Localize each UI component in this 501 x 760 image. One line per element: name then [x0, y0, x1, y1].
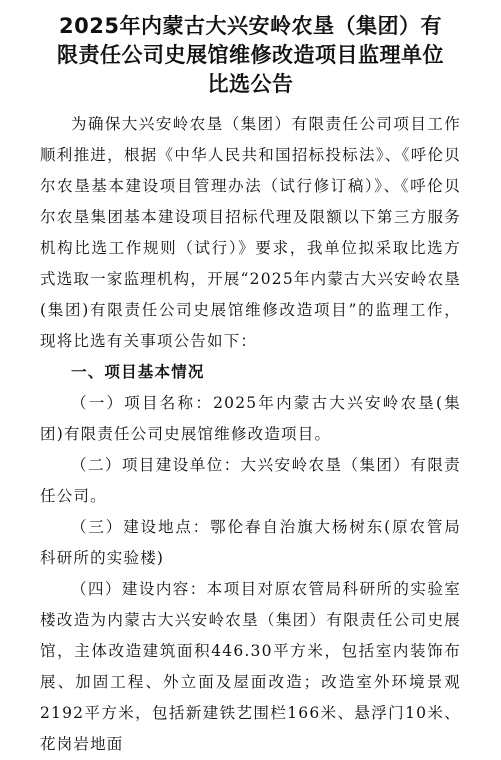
item-construction-unit: （二）项目建设单位：大兴安岭农垦（集团）有限责任公司。 [40, 456, 461, 505]
section-heading-basic-info: 一、项目基本情况 [71, 363, 205, 381]
document-body [40, 109, 461, 760]
item-project-name: （一）项目名称：2025年内蒙古大兴安岭农垦(集团)有限责任公司史展馆维修改造项目。 [40, 394, 461, 443]
title-line-1: 2025年内蒙古大兴安岭农垦（集团）有 [59, 14, 442, 38]
document-title [40, 12, 461, 99]
item-construction-location: （三）建设地点：鄂伦春自治旗大杨树东(原农管局科研所的实验楼) [40, 518, 461, 567]
title-line-3: 比选公告 [207, 72, 294, 96]
title-line-2: 限责任公司史展馆维修改造项目监理单位 [57, 43, 444, 67]
item-construction-content: （四）建设内容：本项目对原农管局科研所的实验室楼改造为内蒙古大兴安岭农垦（集团）有限责任公司史展馆，主体改造建筑面积446.30平方米，包括室内装饰布展、加固工程、外立面及屋面改造；改造室外环境景观2192平方米，包括新建铁艺围栏166米、悬浮门10米、花岗岩地面 [40, 580, 461, 753]
intro-paragraph: 为确保大兴安岭农垦（集团）有限责任公司项目工作顺利推进，根据《中华人民共和国招标投标法》、《呼伦贝尔农垦基本建设项目管理办法（试行修订稿）》、《呼伦贝尔农垦集团基本建设项目招标代理及限额以下第三方服务机构比选工作规则（试行）》要求，我单位拟采取比选方式选取一家监理机构，开展“2025年内蒙古大兴安岭农垦(集团)有限责任公司史展馆维修改造项目”的监理工作，现将比选有关事项公告如下： [40, 115, 461, 350]
